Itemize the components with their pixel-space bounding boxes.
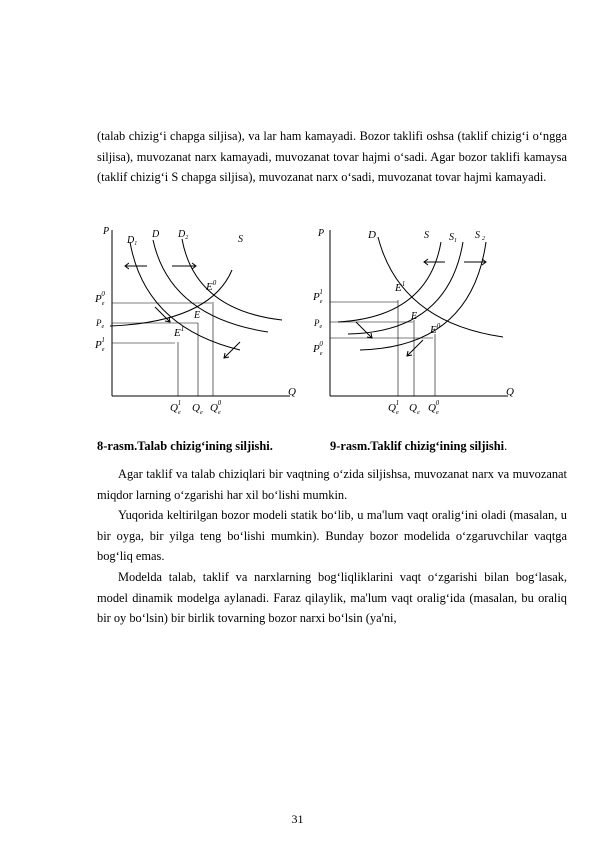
arrow-diag-down — [224, 342, 240, 358]
paragraph-1: Agar taklif va talab chiziqlari bir vaqtning o‘zida siljishsa, muvozanat narx va muvozanat miqdor larning o‘zgarishi har xil bo‘lishi mumkin. — [97, 467, 567, 502]
caption-figure-9-period: . — [504, 439, 508, 453]
paragraph-3: Modelda talab, taklif va narxlarning bog‘liqliklarini vaqt o‘zgarishi bilan bog‘lasak, model dinamik modelga aylanadi. Faraz qilaylik, ma'lum vaqt oralig‘ida (masalan, bu oraliq bir oy bo‘lsin) bir birlik tovarning bozor narxi bo‘lsin (ya'ni, — [97, 569, 567, 626]
caption-figure-9-text: 9-rasm.Taklif chizig‘ining siljishi — [330, 439, 505, 453]
label-axis-p: P — [103, 226, 110, 237]
label-e: E — [411, 311, 418, 322]
label-qe: $Q_e$ — [409, 402, 420, 416]
arrow-right — [172, 263, 196, 269]
label-qe1: $Q_e1$ — [388, 399, 400, 416]
label-pe: $P_e$ — [96, 318, 105, 330]
arrow-right — [464, 259, 486, 265]
label-s: S — [238, 234, 243, 245]
paragraph-intro: (talab chizig‘i chapga siljisa), va lar ham kamayadi. Bozor taklifi oshsa (taklif chizig‘i o‘ngga siljisa), muvozanat narx kamayadi, muvozanat tovar hajmi o‘sadi. Agar bozor taklifi kamaysa (taklif chizig‘i S chapga siljisa), muvozanat narx o‘sadi, muvozanat tovar hajmi kamayadi. — [97, 129, 567, 185]
label-d2: $D_2$ — [178, 229, 189, 241]
paragraph-2: Yuqorida keltirilgan bozor modeli statik bo‘lib, u ma'lum vaqt oralig‘ini oladi (masalan, u bir oyga, bir yilga teng bo‘lishi mumkin). Bunday bozor modelida o‘zgaruvchilar vaqtga bog‘liq emas. — [97, 508, 567, 564]
label-s: S — [424, 230, 429, 241]
label-pe1: $P_e1$ — [313, 288, 323, 305]
curve-s — [338, 242, 441, 322]
label-pe1: $P_e1$ — [95, 336, 105, 353]
label-e0: $E^0$ — [430, 322, 441, 336]
label-d1: $D_1$ — [127, 235, 138, 247]
label-d: D — [368, 229, 376, 241]
figure-demand-shift — [90, 222, 305, 422]
caption-figure-9 — [330, 439, 507, 454]
label-axis-p: P — [318, 228, 325, 239]
body-text — [97, 464, 567, 629]
label-qe: $Q_e$ — [192, 402, 203, 416]
curve-d2 — [182, 239, 282, 320]
curve-d1 — [130, 242, 240, 350]
label-qe0: $Q_e0$ — [210, 399, 222, 416]
curve-s2 — [360, 242, 486, 350]
page-number: 31 — [291, 812, 304, 826]
label-s2: S $_2$ — [475, 230, 485, 242]
label-qe1: $Q_e1$ — [170, 399, 182, 416]
label-axis-q: Q — [288, 386, 296, 398]
caption-figure-8: 8-rasm.Talab chizig‘ining siljishi. — [97, 439, 273, 453]
label-pe: $P_e$ — [314, 318, 323, 330]
label-e: E — [194, 310, 201, 321]
label-pe0: $P_e0$ — [95, 290, 105, 307]
label-d: D — [152, 229, 160, 240]
label-qe0: $Q_e0$ — [428, 399, 440, 416]
label-e1: $E^1$ — [174, 325, 185, 339]
label-e1: $E^1$ — [395, 280, 406, 294]
label-pe0: $P_e0$ — [313, 340, 323, 357]
label-s1: $S_1$ — [449, 232, 457, 244]
figure-supply-shift — [308, 222, 523, 422]
label-e0: $E^0$ — [206, 279, 217, 293]
arrow-diag-up — [356, 322, 372, 338]
label-axis-q: Q — [506, 386, 514, 398]
